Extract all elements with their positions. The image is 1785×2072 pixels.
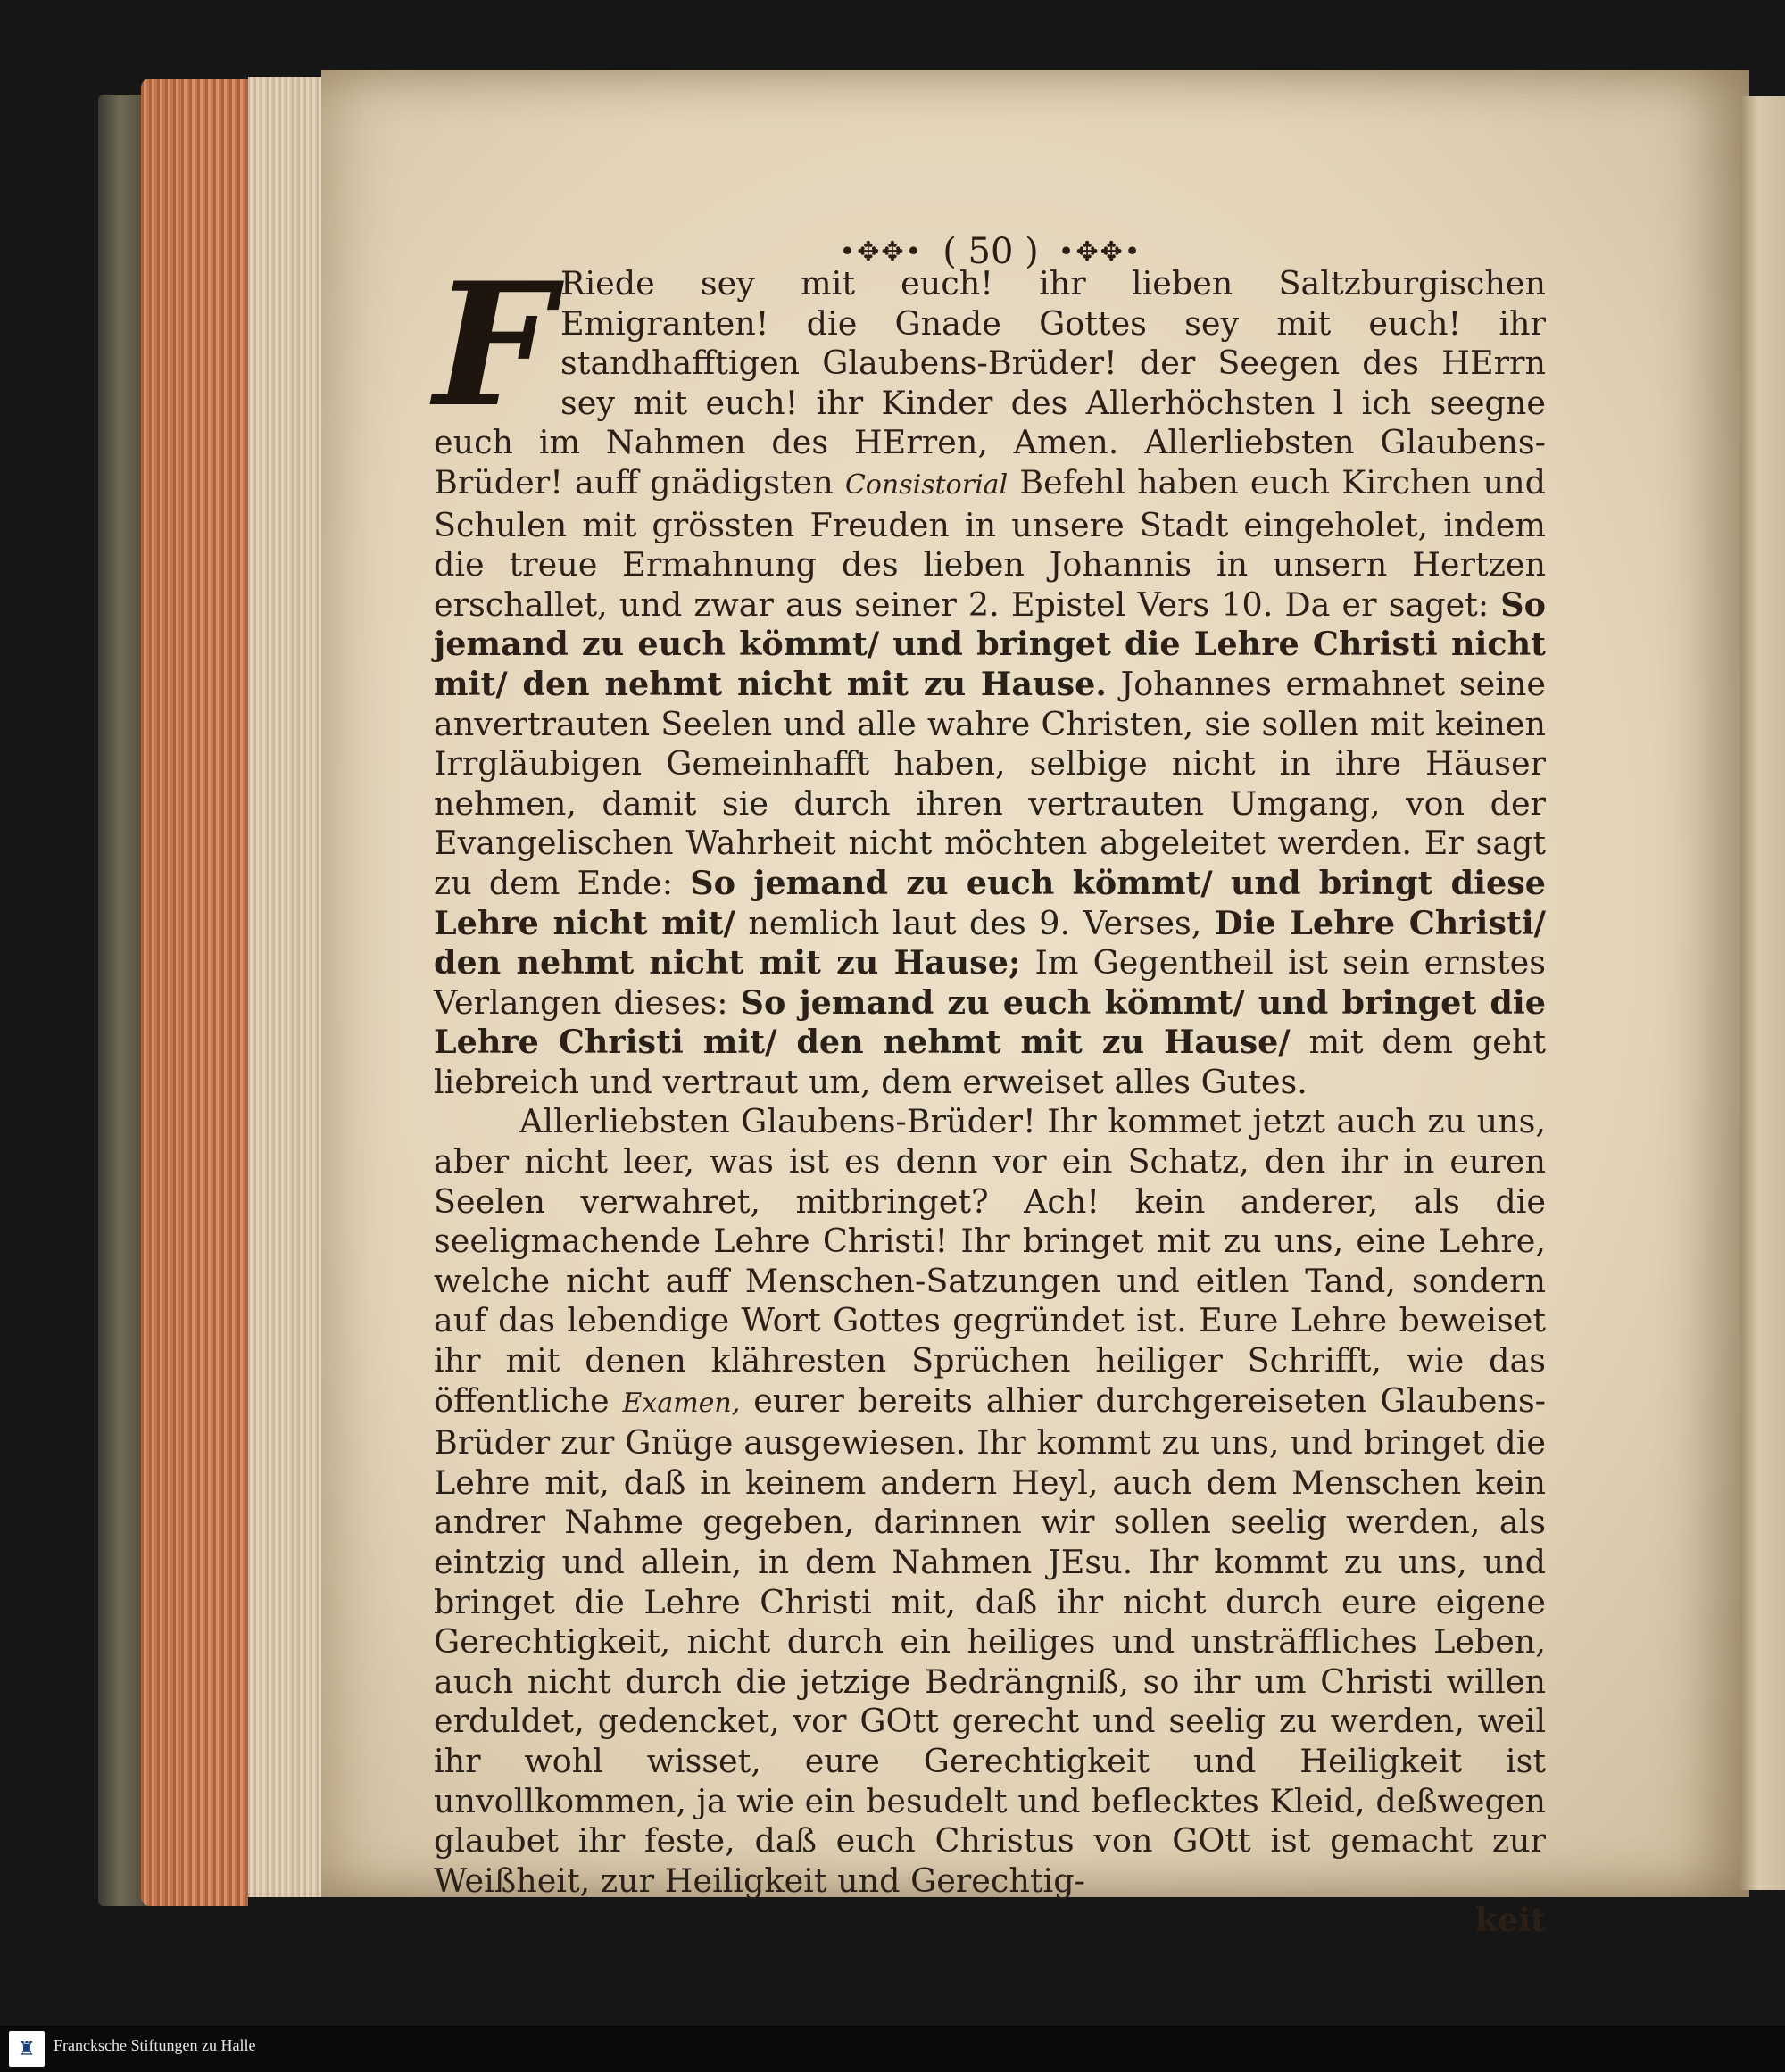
bold-quote: Die Lehre Christi/ den nehmt nicht mit zu Hause; [434, 903, 1546, 982]
institution-logo-icon[interactable]: ♜ [9, 2031, 45, 2067]
text-run: eurer bereits alhier durchgereiseten Glaubens-Brüder zur Gnüge ausgewiesen. Ihr kommt zu uns, und bringet die Lehre mit, daß in keinem andern Heyl, auch dem Menschen kein andrer Nahme gegeben, darinnen wir sollen seelig werden, als eintzig und allein, in dem Nahmen JEsu. Ihr kommt zu uns, und bringet die Lehre Christi mit, daß ihr nicht durch eure eigene Gerechtigkeit, nicht durch ein heiliges und unsträffliches Leben, auch nicht durch die jetzige Bedrängniß, so ihr um Christi willen erduldet, gedencket, vor GOtt gerecht und seelig zu werden, weil ihr wohl wisset, eure Gerechtigkeit und Heiligkeit ist unvollkommen, ja wie ein besudelt und beflecktes Kleid, deßwegen glaubet ihr feste, daß euch Christus von GOtt ist gemacht zur Weißheit, zur Heiligkeit und Gerechtig- [434, 1380, 1547, 1900]
facing-page-edge [1740, 96, 1785, 1890]
latin-word: Consistorial [844, 468, 1009, 501]
bold-quote: So jemand zu euch kömmt/ und bringt diese Lehre nicht mit/ [434, 863, 1547, 942]
text-run: Johannes ermahnet seine anvertrauten Seelen und alle wahre Christen, sie sollen mit keinen Irrgläubigen Gemeinhafft haben, selbige nicht in ihre Häuser nehmen, damit sie durch ihren vertrauten Umgang, von der Evangelischen Wahrheit nicht möchten abgeleitet werden. Er sagt zu dem Ende: [434, 664, 1546, 902]
latin-word: Examen, [622, 1387, 741, 1419]
paragraph-2 [434, 1102, 1546, 1901]
bold-quote: So jemand zu euch kömmt/ und bringet die Lehre Christi nicht mit/ den nehmt nicht mit zu Hause. [434, 584, 1546, 703]
page-number: ( 50 ) [942, 231, 1039, 272]
page-edges [141, 79, 248, 1906]
text-run: mit dem geht liebreich und vertraut um, dem erweiset alles Gutes. [434, 1023, 1547, 1101]
text-run: nemlich laut des 9. Verses, [748, 903, 1202, 942]
ornament-right-icon: •✥✥• [1058, 236, 1142, 268]
text-run: Befehl haben euch Kirchen und Schulen mit grössten Freuden in unsere Stadt eingeholet, indem die treue Ermahnung des lieben Johannis in unsern Hertzen erschallet, und zwar aus seiner 2. Epistel Vers 10. Da er saget: [434, 462, 1547, 624]
institution-label: Francksche Stiftungen zu Halle [54, 2036, 256, 2054]
text-run: Riede sey mit euch! ihr lieben Saltzburgischen Emigranten! die Gnade Gottes sey mit euch! ihr standhafftigen Glaubens-Brüder! der Seegen des HErrn sey mit euch! ihr Kinder des Allerhöchsten l ich seegne euch im Nahmen des HErren, Amen. Allerliebsten Glaubens-Brüder! auff gnädigsten [434, 264, 1546, 501]
ornament-left-icon: •✥✥• [839, 236, 924, 268]
footer-bar [0, 2026, 1785, 2072]
text-run: Im Gegentheil ist sein ernstes Verlangen dieses: [434, 943, 1546, 1022]
drop-cap: F [434, 245, 554, 444]
text-run: Allerliebsten Glaubens-Brüder! Ihr kommet jetzt auch zu uns, aber nicht leer, was ist es denn vor ein Schatz, den ihr in euren Seelen verwahret, mitbringet? Ach! kein anderer, als die seeligmachende Lehre Christi! Ihr bringet mit zu uns, eine Lehre, welche nicht auff Menschen-Satzungen und eitlen Tand, sondern auf das lebendige Wort Gottes gegründet ist. Eure Lehre beweiset ihr mit denen klähresten Sprüchen heiliger Schrifft, wie das öffentliche [434, 1102, 1546, 1420]
catchword: keit [1474, 1901, 1546, 1940]
bold-quote: So jemand zu euch kömmt/ und bringet die Lehre Christi mit/ den nehmt mit zu Hause/ [434, 982, 1546, 1062]
